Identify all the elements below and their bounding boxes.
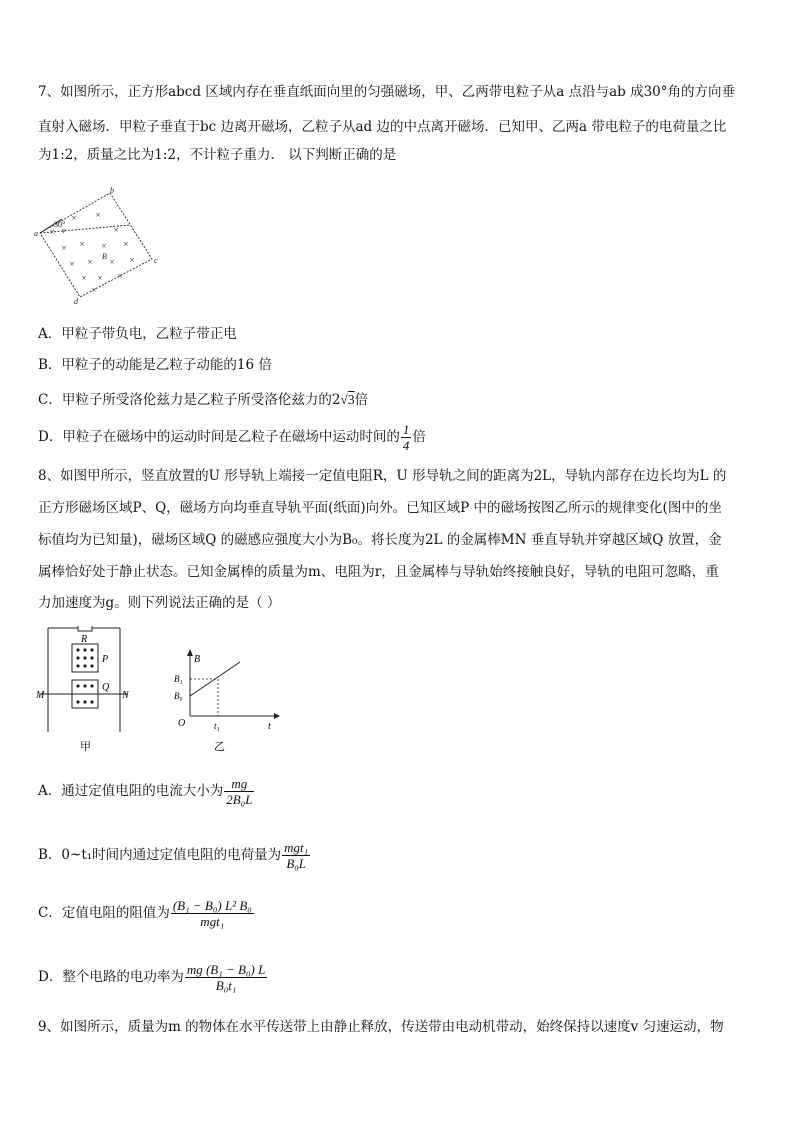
resistor-r xyxy=(78,626,92,631)
q8-option-d-prefix: D．整个电路的电功率为 xyxy=(38,969,184,985)
q7-option-c-prefix: C．甲粒子所受洛伦兹力是乙粒子所受洛伦兹力的2 xyxy=(38,392,341,408)
q8-figure-jia-circuit xyxy=(36,626,136,756)
q8-option-d-numerator: mg (B₁ − B₀) L xyxy=(186,962,266,977)
field-mark: × xyxy=(87,257,93,267)
field-mark: × xyxy=(97,273,103,283)
label-o: O xyxy=(178,718,186,729)
q7-option-d-numerator: 1 xyxy=(402,422,410,437)
q7-option-d-prefix: D．甲粒子在磁场中的运动时间是乙粒子在磁场中运动时间的 xyxy=(38,429,400,445)
q8-option-d xyxy=(38,962,268,993)
label-t1: t₁ xyxy=(214,721,220,731)
q8-stem-line-1: 8、如图甲所示，竖直放置的U 形导轨上端接一定值电阻R，U 形导轨之间的距离为2L，导轨内部存在边长均为L 的 xyxy=(38,468,727,484)
q7-stem-line-2: 直射入磁场．甲粒子垂直于bc 边离开磁场，乙粒子从ad 边的中点离开磁场．已知甲、乙两a 带电粒子的电荷量之比 xyxy=(38,119,727,135)
q8-stem-line-5: 力加速度为g。则下列说法正确的是（ ） xyxy=(38,595,281,611)
label-b: b xyxy=(110,186,114,195)
label-a: a xyxy=(34,229,38,238)
label-v: v xyxy=(62,226,66,235)
q8-figure-yi-graph xyxy=(170,648,285,760)
label-b1: B₁ xyxy=(174,674,183,684)
q8-option-d-denominator: B₀t₁ xyxy=(185,977,267,993)
angle-label: 30° xyxy=(54,220,66,229)
q7-option-d-suffix: 倍 xyxy=(412,429,426,445)
label-b: B xyxy=(194,654,201,665)
q8-stem-line-3: 标值均为已知量)，磁场区域Q 的磁感应强度大小为B₀。将长度为2L 的金属棒MN 垂直导轨并穿越区域Q 放置，金 xyxy=(38,532,722,548)
label-r: R xyxy=(81,634,88,645)
q8-option-a-denominator: 2B₀L xyxy=(226,792,253,807)
q8-stem-line-2: 正方形磁场区域P、Q，磁场方向均垂直导轨平面(纸面)向外。已知区域P 中的磁场按图乙所示的规律变化(图中的坐 xyxy=(38,500,722,516)
q7-option-c-suffix: 倍 xyxy=(354,392,369,408)
q8-option-a xyxy=(38,776,255,807)
label-q: Q xyxy=(102,682,110,693)
label-p: P xyxy=(102,654,109,665)
q9-stem-line-1: 9、如图所示，质量为m 的物体在水平传送带上由静止释放，传送带由电动机带动，始终保持以速度v 匀速运动，物 xyxy=(38,1019,724,1035)
field-mark: × xyxy=(91,285,97,295)
q7-option-c-sqrt: 3 xyxy=(347,392,355,407)
label-c: c xyxy=(154,256,158,265)
caption-jia: 甲 xyxy=(80,741,91,753)
field-mark: × xyxy=(117,271,123,281)
field-mark: × xyxy=(123,239,129,249)
q8-stem-line-4: 属棒恰好处于静止状态。已知金属棒的质量为m、电阻为r，且金属棒与导轨始终接触良好，导轨的电阻可忽略，重 xyxy=(38,564,719,580)
field-mark: × xyxy=(79,239,85,249)
field-mark: × xyxy=(49,227,55,237)
field-mark: × xyxy=(71,213,77,223)
field-mark: × xyxy=(109,257,115,267)
label-n: N xyxy=(122,690,129,701)
label-b0: B₀ xyxy=(174,691,183,701)
field-mark: × xyxy=(69,259,75,269)
field-mark: × xyxy=(81,273,87,283)
q8-option-c-denominator: mgt₁ xyxy=(171,913,254,929)
q8-option-c-numerator: (B₁ − B₀) L² B₀ xyxy=(172,898,252,913)
q8-option-a-prefix: A．通过定值电阻的电流大小为 xyxy=(38,783,224,799)
q7-option-c: C．甲粒子所受洛伦兹力是乙粒子所受洛伦兹力的2√3倍 xyxy=(38,392,369,408)
q7-option-d-denominator: 4 xyxy=(402,438,410,453)
q8-option-b-denominator: B₀L xyxy=(282,855,310,871)
label-m: M xyxy=(36,690,45,701)
caption-yi: 乙 xyxy=(214,741,225,753)
field-mark: × xyxy=(95,210,101,220)
q7-figure-magnetic-square xyxy=(34,185,164,305)
field-mark: × xyxy=(113,225,119,235)
q8-option-b-numerator: mgt₁ xyxy=(284,840,309,855)
label-center: B xyxy=(102,252,107,261)
field-mark: × xyxy=(101,241,107,251)
q8-option-b-prefix: B．0~t₁时间内通过定值电阻的电荷量为 xyxy=(38,847,282,863)
label-d: d xyxy=(74,297,78,305)
field-mark: × xyxy=(129,255,135,265)
q8-option-b xyxy=(38,840,311,871)
q8-option-a-numerator: mg xyxy=(231,776,248,791)
label-t: t xyxy=(268,721,271,732)
q7-stem-line-1: 7、如图所示，正方形abcd 区域内存在垂直纸面向里的匀强磁场，甲、乙两带电粒子从a 点沿与ab 成30°角的方向垂 xyxy=(38,84,736,100)
q7-option-a: A．甲粒子带负电，乙粒子带正电 xyxy=(38,326,237,342)
q7-stem-line-3: 为1:2，质量之比为1:2，不计粒子重力． 以下判断正确的是 xyxy=(38,147,397,163)
q8-option-c xyxy=(38,898,255,929)
q7-option-d xyxy=(38,422,426,453)
q7-option-b: B．甲粒子的动能是乙粒子动能的16 倍 xyxy=(38,357,272,373)
q8-option-c-prefix: C．定值电阻的阻值为 xyxy=(38,905,170,921)
field-mark: × xyxy=(61,243,67,253)
